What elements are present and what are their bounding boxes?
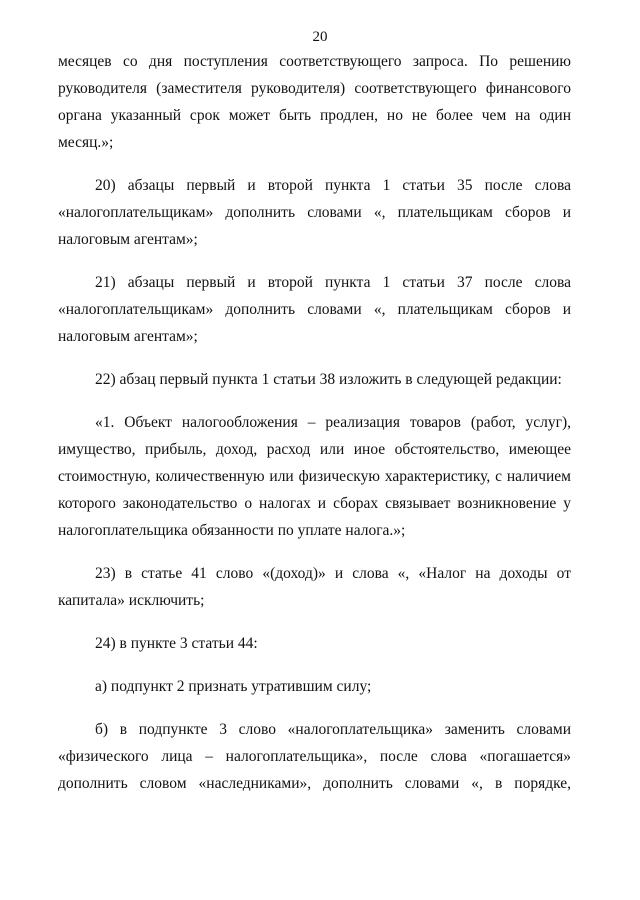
- text-line: 24) в пункте 3 статьи 44:: [95, 635, 258, 652]
- paragraph-gap: [58, 614, 571, 630]
- paragraph: [58, 366, 571, 393]
- paragraph: [58, 269, 571, 350]
- paragraph: [58, 48, 571, 156]
- text-line: органа указанный срок может быть продлен, но не более чем на один: [58, 107, 571, 124]
- document-body: [58, 48, 571, 797]
- paragraph-gap: [58, 350, 571, 366]
- text-line: месяц.»;: [58, 134, 114, 151]
- paragraph: [58, 172, 571, 253]
- text-line: имущество, прибыль, доход, расход или иное обстоятельство, имеющее: [58, 441, 571, 458]
- text-line: которого законодательство о налогах и сборах связывает возникновение у: [58, 495, 571, 512]
- paragraph-gap: [58, 657, 571, 673]
- page-number: 20: [312, 29, 328, 45]
- text-line: 21) абзацы первый и второй пункта 1 статьи 37 после слова: [95, 274, 571, 291]
- text-line: «1. Объект налогообложения – реализация товаров (работ, услуг),: [95, 414, 571, 431]
- paragraph: [58, 409, 571, 544]
- paragraph: [58, 673, 571, 700]
- paragraph-gap: [58, 393, 571, 409]
- paragraph-gap: [58, 700, 571, 716]
- text-line: налоговым агентам»;: [58, 328, 198, 345]
- text-line: «физического лица – налогоплательщика», после слова «погашается»: [58, 748, 571, 765]
- text-line: дополнить словом «наследниками», дополнить словами «, в порядке,: [58, 775, 571, 792]
- text-line: капитала» исключить;: [58, 592, 205, 609]
- text-line: 22) абзац первый пункта 1 статьи 38 изложить в следующей редакции:: [95, 371, 562, 388]
- text-line: 20) абзацы первый и второй пункта 1 статьи 35 после слова: [95, 177, 571, 194]
- paragraph: [58, 716, 571, 797]
- text-line: налогоплательщика обязанности по уплате налога.»;: [58, 522, 406, 539]
- paragraph-gap: [58, 544, 571, 560]
- text-line: налоговым агентам»;: [58, 231, 198, 248]
- text-line: б) в подпункте 3 слово «налогоплательщика» заменить словами: [95, 721, 571, 738]
- paragraph: [58, 560, 571, 614]
- text-line: руководителя (заместителя руководителя) соответствующего финансового: [58, 80, 571, 97]
- text-line: месяцев со дня поступления соответствующего запроса. По решению: [58, 53, 571, 70]
- text-line: «налогоплательщикам» дополнить словами «, плательщикам сборов и: [58, 301, 571, 318]
- paragraph-gap: [58, 253, 571, 269]
- text-line: стоимостную, количественную или физическую характеристику, с наличием: [58, 468, 571, 485]
- paragraph: [58, 630, 571, 657]
- text-line: «налогоплательщикам» дополнить словами «, плательщикам сборов и: [58, 204, 571, 221]
- text-line: а) подпункт 2 признать утратившим силу;: [95, 678, 372, 695]
- text-line: 23) в статье 41 слово «(доход)» и слова «, «Налог на доходы от: [95, 565, 571, 582]
- paragraph-gap: [58, 156, 571, 172]
